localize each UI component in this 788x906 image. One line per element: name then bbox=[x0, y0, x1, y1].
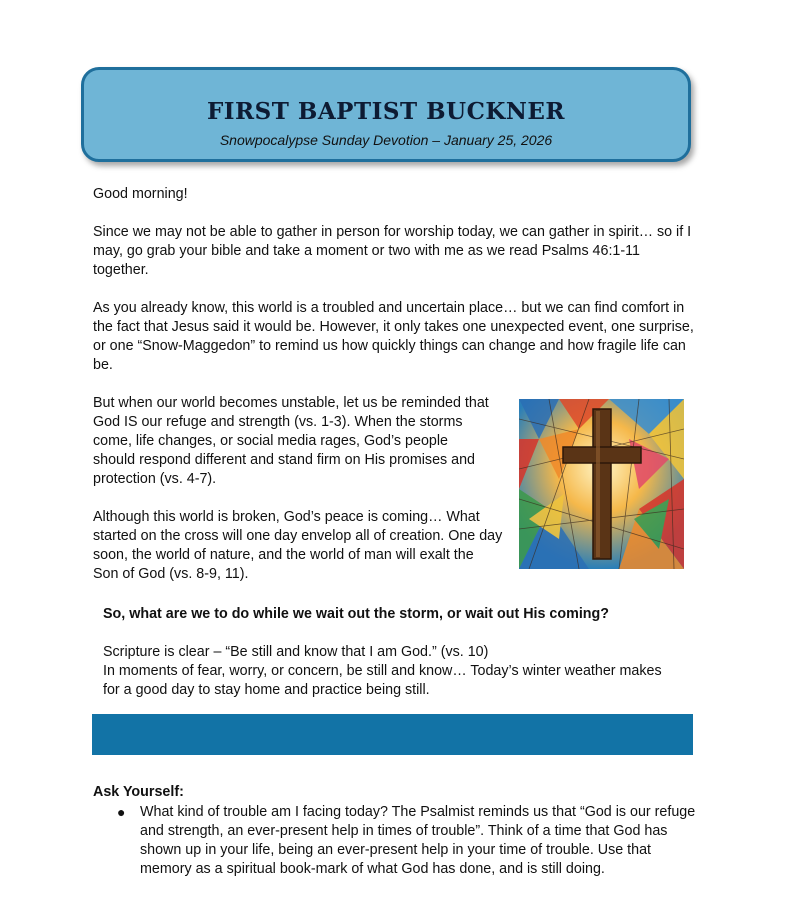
church-title: FIRST BAPTIST BUCKNER bbox=[206, 98, 566, 125]
scripture-line: Scripture is clear – “Be still and know that I am God.” (vs. 10) bbox=[103, 644, 489, 660]
bullet-dot-icon: ● bbox=[117, 804, 126, 820]
fear-line: In moments of fear, worry, or concern, be still and know… Today’s winter weather makes for a good day to stay home and practice being still. bbox=[103, 663, 662, 698]
ask-yourself-heading: Ask Yourself: bbox=[93, 784, 184, 800]
paragraph-gather: Since we may not be able to gather in person for worship today, we can gather in spirit… so if I may, go grab your bible and take a moment or two with me as we read Psalms 46:1-11 together. bbox=[93, 224, 692, 278]
ask-yourself-item: What kind of trouble am I facing today? The Psalmist reminds us that “God is our refuge and strength, an ever-present help in times of trouble”. Think of a time that God has shown up in your life, being an ever-present help in your time of trouble. Use that memory as a spiritual book-mark of what God has done, and is still doing. bbox=[140, 804, 696, 877]
divider-band bbox=[92, 714, 693, 755]
paragraph-troubled-world: As you already know, this world is a troubled and uncertain place… but we can find comfort in the fact that Jesus said it would be. However, it only takes one unexpected event, one surprise, or one “Snow-Maggedon” to remind us how quickly things can change and how fragile life can be. bbox=[93, 300, 694, 373]
header-banner bbox=[81, 67, 691, 162]
paragraph-refuge: But when our world becomes unstable, let us be reminded that God IS our refuge and strength (vs. 1-3). When the storms come, life changes, or social media rages, God’s people should respond different and stand firm on His promises and protection (vs. 4-7). bbox=[93, 395, 489, 487]
stained-glass-cross-image bbox=[519, 399, 684, 569]
devotion-subtitle: Snowpocalypse Sunday Devotion – January 25, 2026 bbox=[219, 132, 553, 148]
greeting: Good morning! bbox=[93, 186, 188, 202]
question-heading: So, what are we to do while we wait out the storm, or wait out His coming? bbox=[103, 606, 609, 622]
paragraph-peace: Although this world is broken, God’s peace is coming… What started on the cross will one day envelop all of creation. One day soon, the world of nature, and the world of man will exalt the Son of God (vs. 8-9, 11). bbox=[93, 509, 503, 582]
